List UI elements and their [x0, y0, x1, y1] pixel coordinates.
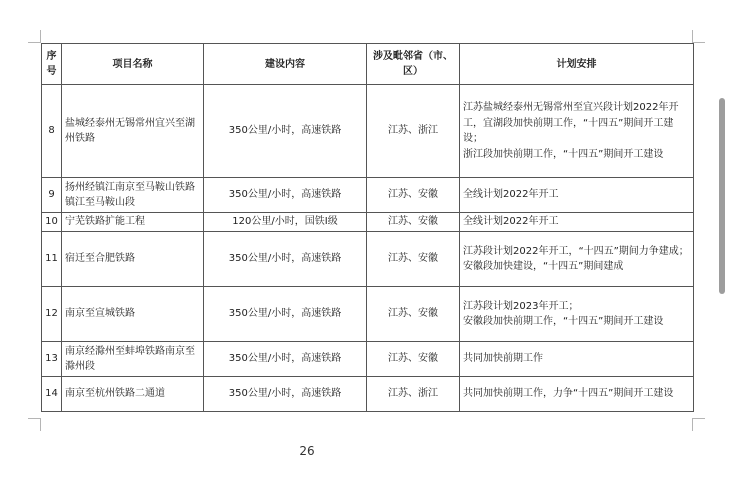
row-plan: [460, 342, 694, 377]
row-name: 南京至杭州铁路二通道: [62, 377, 204, 412]
row-no: 14: [42, 377, 62, 412]
plan-line: 安徽段加快前期工作，“十四五”期间开工建设: [463, 316, 664, 327]
row-no: 11: [42, 232, 62, 287]
table-row: [42, 342, 694, 377]
plan-line: 全线计划2022年开工: [463, 189, 559, 201]
row-content: 350公里/小时，高速铁路: [204, 287, 367, 342]
row-name: 扬州经镇江南京至马鞍山铁路镇江至马鞍山段: [62, 178, 204, 213]
crop-mark-bottom-right: [692, 418, 705, 431]
header-content: 建设内容: [204, 44, 367, 85]
plan-line: 江苏段计划2022年开工，“十四五”期间力争建成；: [463, 245, 689, 257]
row-name: 南京至宣城铁路: [62, 287, 204, 342]
row-no: 9: [42, 178, 62, 213]
table-row: [42, 178, 694, 213]
header-plan: 计划安排: [460, 44, 694, 85]
plan-line: 共同加快前期工作，力争“十四五”期间开工建设: [463, 388, 674, 400]
plan-line: 江苏盐城经泰州无锡常州至宜兴段计划2022年开工，宜湖段加快前期工作，“十四五”期间开工建设；: [463, 102, 679, 144]
row-plan: [460, 85, 694, 178]
row-no: 8: [42, 85, 62, 178]
plan-line: 全线计划2022年开工: [463, 216, 559, 228]
plan-line: 江苏段计划2023年开工；: [463, 300, 579, 312]
row-plan: [460, 213, 694, 232]
row-name: 南京经滁州至蚌埠铁路南京至滁州段: [62, 342, 204, 377]
row-provinces: 江苏、浙江: [367, 85, 460, 178]
plan-line: 共同加快前期工作: [463, 353, 543, 365]
row-content: 350公里/小时，高速铁路: [204, 342, 367, 377]
row-content: 350公里/小时，高速铁路: [204, 232, 367, 287]
row-no: 13: [42, 342, 62, 377]
row-provinces: 江苏、安徽: [367, 232, 460, 287]
row-provinces: 江苏、安徽: [367, 287, 460, 342]
row-name: 盐城经泰州无锡常州宜兴至湖州铁路: [62, 85, 204, 178]
table-header-row: [42, 44, 694, 85]
table-row: [42, 232, 694, 287]
railway-plan-table: [41, 43, 694, 412]
crop-mark-top-right: [692, 30, 705, 43]
plan-line: 浙江段加快前期工作，“十四五”期间开工建设: [463, 148, 664, 160]
row-content: 350公里/小时，高速铁路: [204, 377, 367, 412]
header-provinces: 涉及毗邻省（市、区）: [367, 44, 460, 85]
table-row: [42, 287, 694, 342]
row-name: 宿迁至合肥铁路: [62, 232, 204, 287]
row-provinces: 江苏、安徽: [367, 213, 460, 232]
row-no: 12: [42, 287, 62, 342]
row-name: 宁芜铁路扩能工程: [62, 213, 204, 232]
row-no: 10: [42, 213, 62, 232]
header-name: 项目名称: [62, 44, 204, 85]
row-plan: [460, 232, 694, 287]
row-plan: [460, 287, 694, 342]
row-content: 350公里/小时，高速铁路: [204, 178, 367, 213]
row-plan: [460, 178, 694, 213]
row-provinces: 江苏、安徽: [367, 178, 460, 213]
header-no: 序号: [42, 44, 62, 85]
row-provinces: 江苏、安徽: [367, 342, 460, 377]
page-number: 26: [299, 444, 315, 458]
crop-mark-bottom-left: [28, 418, 41, 431]
table-row: [42, 85, 694, 178]
row-provinces: 江苏、浙江: [367, 377, 460, 412]
scrollbar-thumb[interactable]: [719, 98, 725, 294]
plan-line: 安徽段加快建设，“十四五”期间建成: [463, 261, 624, 272]
row-content: 350公里/小时，高速铁路: [204, 85, 367, 178]
crop-mark-top-left: [28, 30, 41, 43]
row-plan: [460, 377, 694, 412]
row-content: 120公里/小时，国铁Ⅰ级: [204, 213, 367, 232]
table-row: [42, 213, 694, 232]
table-row: [42, 377, 694, 412]
